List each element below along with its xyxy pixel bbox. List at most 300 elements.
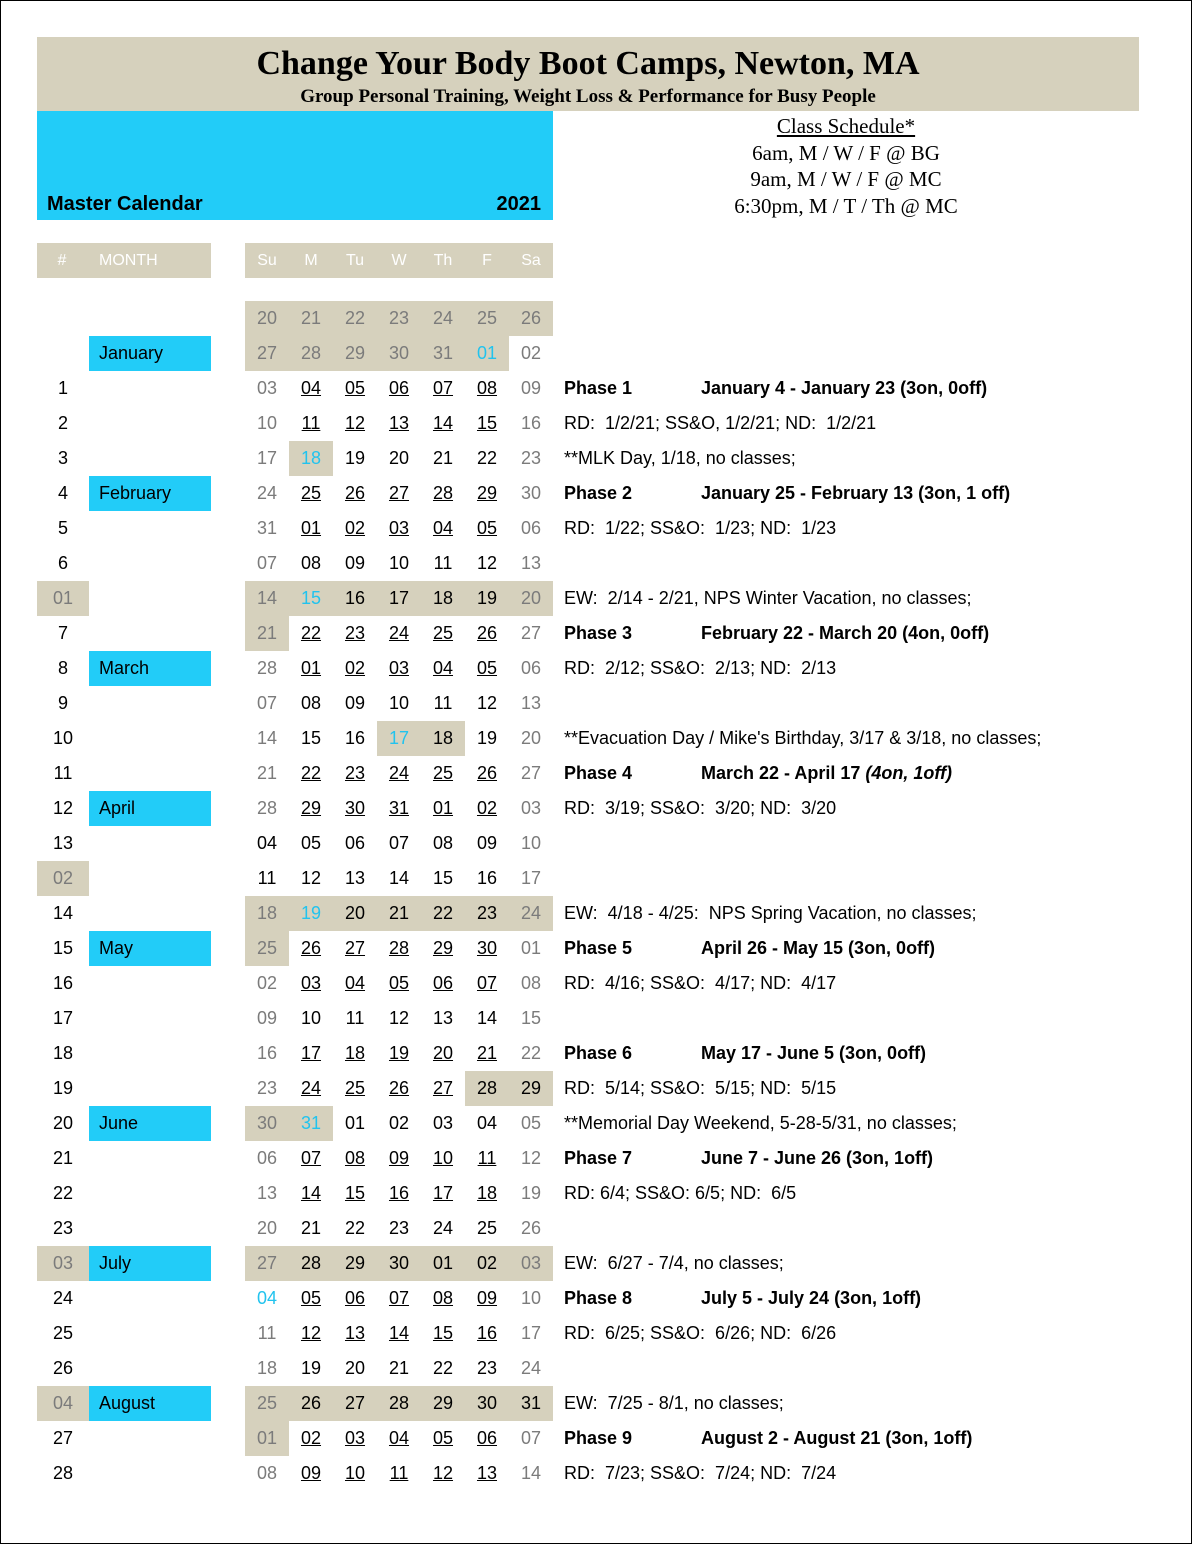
day-cell	[289, 581, 333, 616]
day-cell	[289, 1421, 333, 1456]
day-number: 25	[476, 1218, 498, 1238]
row-note: **Evacuation Day / Mike's Birthday, 3/17 & 3/18, no classes;	[564, 728, 1042, 748]
row-note: RD: 1/2/21; SS&O, 1/2/21; ND: 1/2/21	[564, 413, 877, 433]
day-cell	[289, 861, 333, 896]
day-cell	[421, 301, 465, 336]
day-cell	[509, 546, 553, 581]
day-cell	[377, 406, 421, 441]
day-cell	[377, 966, 421, 1001]
day-number: 09	[256, 1008, 278, 1028]
day-number: 24	[300, 1078, 322, 1098]
day-cell	[377, 896, 421, 931]
day-cell	[509, 791, 553, 826]
row-note: RD: 1/22; SS&O: 1/23; ND: 1/23	[564, 518, 837, 538]
week-number: 25	[52, 1323, 74, 1343]
day-number: 28	[476, 1078, 498, 1098]
day-cell	[465, 861, 509, 896]
day-number: 21	[476, 1043, 498, 1063]
day-number: 11	[345, 1008, 365, 1028]
day-number: 08	[256, 1463, 278, 1483]
calendar-year: 2021	[496, 193, 541, 215]
day-cell	[377, 931, 421, 966]
day-number: 27	[388, 483, 410, 503]
row-note: RD: 7/23; SS&O: 7/24; ND: 7/24	[564, 1463, 837, 1483]
row-note: RD: 3/19; SS&O: 3/20; ND: 3/20	[564, 798, 837, 818]
day-cell	[333, 1421, 377, 1456]
day-cell	[509, 1456, 553, 1491]
day-number: 07	[388, 833, 410, 853]
week-number: 03	[37, 1246, 89, 1281]
day-cell	[289, 826, 333, 861]
day-cell	[245, 1141, 289, 1176]
day-number: 15	[432, 1323, 454, 1343]
day-cell	[377, 1421, 421, 1456]
week-number: 04	[37, 1386, 89, 1421]
day-cell	[245, 756, 289, 791]
day-number: 23	[344, 763, 366, 783]
day-number: 18	[344, 1043, 366, 1063]
day-cell	[465, 1386, 509, 1421]
day-number: 24	[256, 483, 278, 503]
month-label: May	[89, 931, 211, 966]
day-cell	[333, 511, 377, 546]
day-cell	[465, 1456, 509, 1491]
week-number: 16	[52, 973, 74, 993]
day-cell	[377, 1316, 421, 1351]
day-number: 22	[344, 1218, 366, 1238]
day-number: 13	[388, 413, 410, 433]
day-number: 07	[388, 1288, 410, 1308]
day-cell	[421, 896, 465, 931]
day-number: 01	[476, 343, 498, 363]
day-number: 30	[520, 483, 542, 503]
week-number: 12	[52, 798, 74, 818]
column-header-day: Sa	[521, 252, 541, 269]
day-cell	[421, 1106, 465, 1141]
day-number: 15	[344, 1183, 366, 1203]
day-number: 02	[300, 1428, 322, 1448]
day-number: 20	[344, 1358, 366, 1378]
phase-range	[701, 371, 987, 406]
day-number: 26	[476, 763, 498, 783]
day-cell	[509, 931, 553, 966]
day-number: 16	[388, 1183, 410, 1203]
class-schedule	[553, 113, 1139, 219]
day-cell	[333, 371, 377, 406]
day-cell	[289, 511, 333, 546]
day-cell	[509, 1106, 553, 1141]
day-number: 05	[520, 1113, 542, 1133]
day-number: 03	[344, 1428, 366, 1448]
day-cell	[509, 1246, 553, 1281]
day-cell	[245, 861, 289, 896]
day-cell	[465, 406, 509, 441]
week-number: 3	[57, 448, 68, 468]
day-number: 12	[300, 868, 322, 888]
month-label: July	[89, 1246, 211, 1281]
day-cell	[465, 1071, 509, 1106]
day-cell	[377, 1071, 421, 1106]
day-cell	[245, 1036, 289, 1071]
calendar-label: Master Calendar	[47, 193, 203, 215]
day-cell	[333, 861, 377, 896]
day-cell	[289, 1106, 333, 1141]
day-cell	[465, 651, 509, 686]
day-cell	[245, 546, 289, 581]
day-cell	[421, 406, 465, 441]
day-number: 22	[432, 903, 454, 923]
day-cell	[333, 756, 377, 791]
day-number: 28	[300, 1253, 322, 1273]
day-cell	[333, 441, 377, 476]
day-cell	[245, 1456, 289, 1491]
day-number: 15	[300, 728, 322, 748]
day-number: 30	[344, 798, 366, 818]
day-cell	[465, 1421, 509, 1456]
day-cell	[465, 1281, 509, 1316]
day-number: 10	[388, 553, 410, 573]
week-number: 26	[52, 1358, 74, 1378]
day-number: 18	[476, 1183, 498, 1203]
day-number: 28	[256, 798, 278, 818]
day-cell	[421, 1246, 465, 1281]
day-number: 09	[476, 833, 498, 853]
day-cell	[421, 1071, 465, 1106]
day-number: 09	[388, 1148, 410, 1168]
day-cell	[465, 1141, 509, 1176]
day-cell	[377, 476, 421, 511]
day-cell	[289, 896, 333, 931]
day-cell	[245, 1386, 289, 1421]
day-number: 02	[388, 1113, 410, 1133]
day-cell	[377, 1106, 421, 1141]
day-number: 13	[520, 553, 542, 573]
day-cell	[333, 1246, 377, 1281]
day-number: 30	[476, 938, 498, 958]
day-number: 21	[256, 623, 278, 643]
day-cell	[465, 1351, 509, 1386]
day-cell	[245, 931, 289, 966]
day-cell	[465, 1316, 509, 1351]
day-cell	[421, 1386, 465, 1421]
day-cell	[333, 1281, 377, 1316]
week-number: 11	[53, 763, 73, 783]
day-number: 13	[344, 1323, 366, 1343]
day-cell	[333, 1071, 377, 1106]
day-number: 20	[388, 448, 410, 468]
day-number: 03	[388, 518, 410, 538]
day-number: 07	[432, 378, 454, 398]
month-label: August	[89, 1386, 211, 1421]
column-header-month: MONTH	[99, 252, 158, 269]
day-cell	[289, 1456, 333, 1491]
day-number: 11	[257, 868, 277, 888]
day-cell	[421, 826, 465, 861]
day-cell	[421, 1176, 465, 1211]
day-cell	[465, 1246, 509, 1281]
phase-range-italic: (4on, 1off)	[865, 763, 953, 783]
column-header-number: #	[57, 252, 67, 269]
day-cell	[377, 1351, 421, 1386]
day-cell	[465, 826, 509, 861]
day-number: 04	[256, 1288, 278, 1308]
week-number: 24	[52, 1288, 74, 1308]
day-cell	[465, 336, 509, 371]
day-number: 05	[476, 658, 498, 678]
day-number: 01	[300, 658, 322, 678]
day-number: 12	[432, 1463, 454, 1483]
week-number: 14	[52, 903, 74, 923]
day-cell	[377, 1281, 421, 1316]
day-number: 23	[388, 1218, 410, 1238]
day-number: 08	[520, 973, 542, 993]
day-cell	[245, 581, 289, 616]
day-number: 23	[476, 1358, 498, 1378]
day-cell	[333, 1176, 377, 1211]
day-cell	[421, 1456, 465, 1491]
day-number: 08	[432, 833, 454, 853]
day-number: 22	[476, 448, 498, 468]
phase-range	[701, 1421, 972, 1456]
day-cell	[421, 1281, 465, 1316]
day-number: 28	[256, 658, 278, 678]
title-band	[37, 37, 1139, 111]
day-number: 01	[256, 1428, 278, 1448]
day-number: 29	[476, 483, 498, 503]
day-cell	[377, 546, 421, 581]
day-number: 16	[256, 1043, 278, 1063]
phase-label: Phase 7	[564, 1148, 633, 1168]
day-cell	[333, 1386, 377, 1421]
day-number: 11	[433, 553, 453, 573]
phase-range-text: August 2 - August 21 (3on, 1off)	[701, 1428, 973, 1448]
day-cell	[289, 336, 333, 371]
day-number: 21	[256, 763, 278, 783]
day-number: 31	[520, 1393, 542, 1413]
month-label: April	[89, 791, 211, 826]
day-number: 01	[520, 938, 542, 958]
day-cell	[509, 1386, 553, 1421]
schedule-line: 6am, M / W / F @ BG	[752, 140, 940, 165]
day-number: 08	[300, 553, 322, 573]
day-cell	[421, 616, 465, 651]
day-cell	[289, 1001, 333, 1036]
day-cell	[245, 896, 289, 931]
day-cell	[377, 756, 421, 791]
day-number: 11	[257, 1323, 277, 1343]
day-number: 09	[476, 1288, 498, 1308]
day-number: 06	[344, 833, 366, 853]
day-cell	[333, 1036, 377, 1071]
day-cell	[509, 1351, 553, 1386]
row-note: RD: 2/12; SS&O: 2/13; ND: 2/13	[564, 658, 837, 678]
day-cell	[377, 581, 421, 616]
day-number: 08	[476, 378, 498, 398]
day-cell	[421, 791, 465, 826]
day-cell	[333, 931, 377, 966]
day-number: 19	[300, 903, 322, 923]
day-number: 19	[476, 588, 498, 608]
phase-range	[701, 756, 952, 791]
day-cell	[465, 371, 509, 406]
day-number: 26	[520, 1218, 542, 1238]
day-number: 11	[389, 1463, 409, 1483]
day-number: 20	[520, 728, 542, 748]
week-number: 28	[52, 1463, 74, 1483]
day-cell	[465, 581, 509, 616]
day-number: 02	[520, 343, 542, 363]
day-cell	[245, 1001, 289, 1036]
day-cell	[509, 476, 553, 511]
day-number: 14	[256, 588, 278, 608]
day-number: 17	[432, 1183, 454, 1203]
day-number: 02	[344, 658, 366, 678]
day-number: 21	[388, 1358, 410, 1378]
day-cell	[465, 511, 509, 546]
day-cell	[377, 371, 421, 406]
day-number: 17	[520, 868, 542, 888]
day-cell	[333, 826, 377, 861]
day-number: 30	[388, 1253, 410, 1273]
day-cell	[333, 546, 377, 581]
day-number: 15	[300, 588, 322, 608]
day-number: 10	[432, 1148, 454, 1168]
day-cell	[333, 1456, 377, 1491]
day-cell	[245, 1071, 289, 1106]
day-cell	[289, 616, 333, 651]
day-cell	[421, 476, 465, 511]
day-number: 29	[344, 343, 366, 363]
day-number: 28	[300, 343, 322, 363]
day-number: 18	[300, 448, 322, 468]
day-cell	[465, 1176, 509, 1211]
day-number: 27	[344, 938, 366, 958]
day-cell	[509, 511, 553, 546]
day-cell	[245, 1246, 289, 1281]
week-number: 22	[52, 1183, 74, 1203]
day-cell	[509, 1281, 553, 1316]
day-number: 19	[520, 1183, 542, 1203]
day-cell	[289, 441, 333, 476]
day-number: 12	[476, 693, 498, 713]
day-cell	[333, 651, 377, 686]
day-number: 08	[300, 693, 322, 713]
day-cell	[245, 441, 289, 476]
week-number: 7	[57, 623, 68, 643]
phase-range	[701, 1036, 926, 1071]
day-cell	[465, 616, 509, 651]
row-note: EW: 7/25 - 8/1, no classes;	[564, 1393, 784, 1413]
phase-range-text: February 22 - March 20 (4on, 0off)	[701, 623, 990, 643]
day-number: 27	[344, 1393, 366, 1413]
day-number: 20	[256, 1218, 278, 1238]
day-number: 10	[388, 693, 410, 713]
day-cell	[333, 1316, 377, 1351]
day-number: 15	[432, 868, 454, 888]
phase-range	[701, 1141, 933, 1176]
day-number: 12	[344, 413, 366, 433]
week-number: 23	[52, 1218, 74, 1238]
day-cell	[333, 1141, 377, 1176]
day-number: 07	[520, 1428, 542, 1448]
day-cell	[509, 616, 553, 651]
day-number: 01	[300, 518, 322, 538]
day-cell	[465, 476, 509, 511]
week-number: 10	[52, 728, 74, 748]
day-cell	[465, 686, 509, 721]
day-cell	[509, 1141, 553, 1176]
day-number: 03	[520, 798, 542, 818]
day-cell	[421, 931, 465, 966]
week-number: 19	[52, 1078, 74, 1098]
day-number: 06	[476, 1428, 498, 1448]
day-cell	[245, 966, 289, 1001]
day-number: 28	[388, 1393, 410, 1413]
day-number: 01	[432, 1253, 454, 1273]
day-cell	[245, 826, 289, 861]
day-cell	[333, 896, 377, 931]
day-cell	[465, 301, 509, 336]
day-number: 23	[476, 903, 498, 923]
day-cell	[289, 1281, 333, 1316]
day-cell	[377, 826, 421, 861]
day-cell	[289, 791, 333, 826]
day-number: 29	[520, 1078, 542, 1098]
day-number: 26	[344, 483, 366, 503]
row-note: RD: 5/14; SS&O: 5/15; ND: 5/15	[564, 1078, 837, 1098]
week-number: 18	[52, 1043, 74, 1063]
day-number: 26	[300, 938, 322, 958]
day-number: 14	[432, 413, 454, 433]
day-number: 21	[432, 448, 454, 468]
day-cell	[509, 1421, 553, 1456]
day-number: 16	[520, 413, 542, 433]
day-number: 26	[520, 308, 542, 328]
day-number: 24	[432, 308, 454, 328]
schedule-heading: Class Schedule*	[776, 114, 916, 138]
day-cell	[289, 476, 333, 511]
day-number: 13	[344, 868, 366, 888]
day-cell	[465, 1036, 509, 1071]
day-number: 20	[520, 588, 542, 608]
day-cell	[421, 441, 465, 476]
row-note: RD: 6/25; SS&O: 6/26; ND: 6/26	[564, 1323, 837, 1343]
day-cell	[509, 861, 553, 896]
day-number: 31	[300, 1113, 322, 1133]
week-number: 8	[57, 658, 68, 678]
week-number: 02	[37, 861, 89, 896]
row-note: **MLK Day, 1/18, no classes;	[564, 448, 796, 468]
day-number: 17	[388, 588, 410, 608]
phase-label: Phase 5	[564, 938, 633, 958]
day-number: 22	[520, 1043, 542, 1063]
day-number: 03	[300, 973, 322, 993]
day-cell	[289, 1211, 333, 1246]
day-number: 05	[388, 973, 410, 993]
day-number: 16	[476, 1323, 498, 1343]
day-number: 14	[256, 728, 278, 748]
day-number: 25	[300, 483, 322, 503]
day-cell	[509, 686, 553, 721]
day-cell	[333, 406, 377, 441]
day-number: 04	[300, 378, 322, 398]
day-cell	[333, 301, 377, 336]
day-number: 19	[476, 728, 498, 748]
day-number: 29	[344, 1253, 366, 1273]
day-cell	[509, 581, 553, 616]
day-cell	[245, 1316, 289, 1351]
day-cell	[465, 791, 509, 826]
